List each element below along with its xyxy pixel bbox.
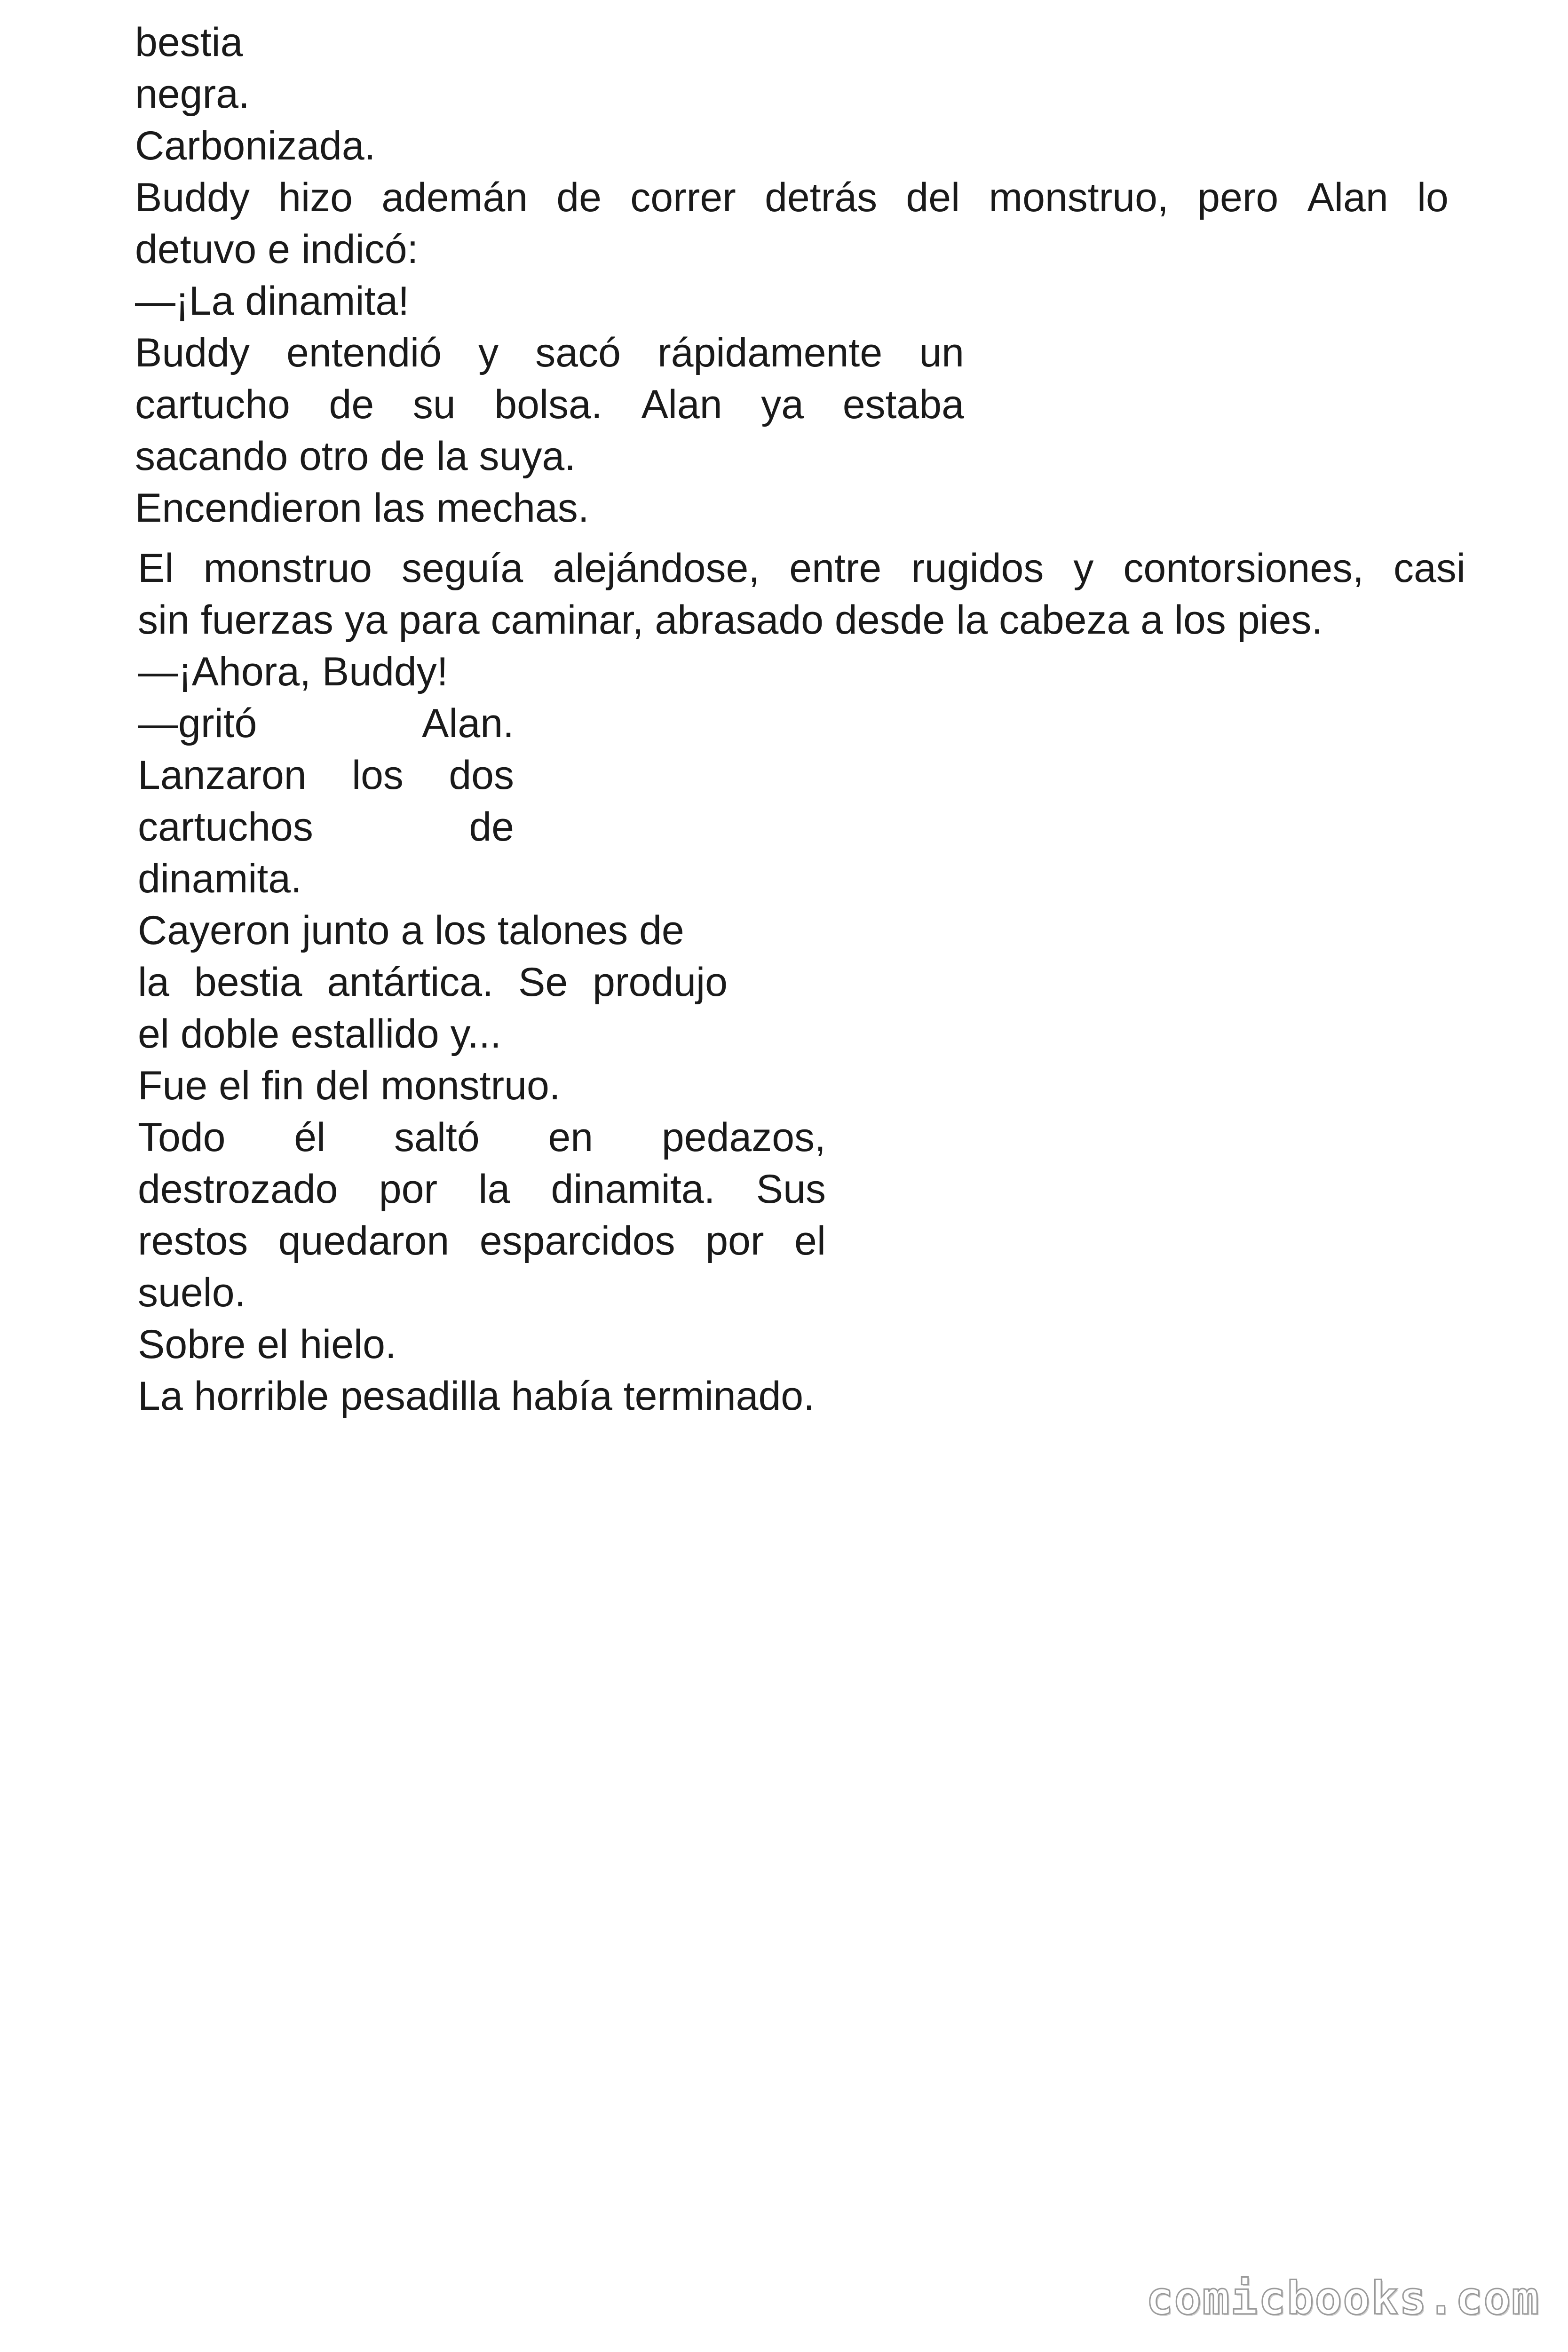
text-line-justified: [135, 329, 964, 376]
word: antártica.: [327, 960, 494, 1005]
word: contorsiones,: [1123, 546, 1364, 591]
word: hizo: [278, 175, 353, 220]
word: él: [294, 1115, 326, 1160]
word: y: [478, 330, 499, 375]
text-line-justified: [138, 1217, 826, 1264]
text-line: dinamita.: [138, 856, 302, 901]
text-line: sacando otro de la suya.: [135, 434, 576, 479]
text-line: Cayeron junto a los talones de: [138, 908, 684, 953]
word: Buddy: [135, 175, 250, 220]
text-line-justified: [138, 1166, 826, 1213]
word: de: [556, 175, 602, 220]
word: casi: [1393, 546, 1465, 591]
word: rugidos: [911, 546, 1044, 591]
word: de: [329, 382, 374, 427]
word: y: [1073, 546, 1094, 591]
word: Lanzaron: [138, 753, 307, 798]
word: bestia: [194, 960, 302, 1005]
word: por: [379, 1167, 438, 1212]
word: saltó: [394, 1115, 480, 1160]
watermark-logo: comicbooks.com: [1146, 2272, 1540, 2325]
word: monstruo,: [989, 175, 1169, 220]
word: por: [705, 1218, 764, 1263]
word: produjo: [593, 960, 728, 1005]
text-line: sin fuerzas ya para caminar, abrasado desde la cabeza a los pies.: [138, 597, 1323, 643]
word: seguía: [402, 546, 523, 591]
word: El: [138, 546, 174, 591]
text-line: bestia: [135, 20, 243, 65]
word: Todo: [138, 1115, 226, 1160]
word: alejándose,: [553, 546, 760, 591]
word: entendió: [286, 330, 442, 375]
text-line-justified: [138, 700, 514, 747]
word: ademán: [381, 175, 528, 220]
word: destrozado: [138, 1167, 338, 1212]
dialogue-line: —¡La dinamita!: [135, 278, 410, 324]
word: la: [478, 1167, 510, 1212]
word: Se: [518, 960, 568, 1005]
word: cartucho: [135, 382, 290, 427]
text-line: Sobre el hielo.: [138, 1322, 396, 1367]
word: quedaron: [278, 1218, 450, 1263]
word: sacó: [535, 330, 621, 375]
word: bolsa.: [494, 382, 602, 427]
word: Alan: [641, 382, 722, 427]
word: del: [906, 175, 960, 220]
word: esparcidos: [479, 1218, 675, 1263]
word: de: [469, 804, 514, 850]
word: cartuchos: [138, 804, 313, 850]
word: correr: [630, 175, 736, 220]
word: monstruo: [203, 546, 372, 591]
text-line: Fue el fin del monstruo.: [138, 1063, 561, 1108]
word: dos: [449, 753, 514, 798]
word: Alan: [1307, 175, 1388, 220]
text-line: el doble estallido y...: [138, 1011, 501, 1057]
word: —gritó: [138, 701, 257, 746]
text-line: negra.: [135, 72, 250, 117]
text-line-justified: [138, 545, 1465, 592]
word: pero: [1197, 175, 1279, 220]
text-line: detuvo e indicó:: [135, 227, 419, 272]
text-line-justified: [138, 752, 514, 799]
word: lo: [1417, 175, 1449, 220]
word: Alan.: [421, 701, 514, 746]
word: entre: [789, 546, 882, 591]
word: la: [138, 960, 169, 1005]
dialogue-line: —¡Ahora, Buddy!: [138, 649, 448, 694]
text-line: suelo.: [138, 1270, 246, 1315]
word: dinamita.: [551, 1167, 715, 1212]
text-line: La horrible pesadilla había terminado.: [138, 1374, 815, 1419]
text-line-justified: [135, 381, 964, 428]
word: el: [794, 1218, 826, 1263]
word: un: [919, 330, 964, 375]
word: Buddy: [135, 330, 250, 375]
word: ya: [761, 382, 804, 427]
text-line-justified: [135, 174, 1449, 221]
text-line: Carbonizada.: [135, 123, 376, 168]
word: estaba: [842, 382, 964, 427]
word: su: [412, 382, 456, 427]
word: Sus: [756, 1167, 826, 1212]
word: pedazos,: [661, 1115, 826, 1160]
text-line-justified: [138, 803, 514, 850]
text-line: Encendieron las mechas.: [135, 485, 589, 531]
word: los: [352, 753, 404, 798]
word: restos: [138, 1218, 248, 1263]
word: detrás: [765, 175, 878, 220]
word: en: [548, 1115, 594, 1160]
text-line-justified: [138, 1114, 826, 1161]
text-line-justified: [138, 959, 728, 1006]
word: rápidamente: [657, 330, 883, 375]
